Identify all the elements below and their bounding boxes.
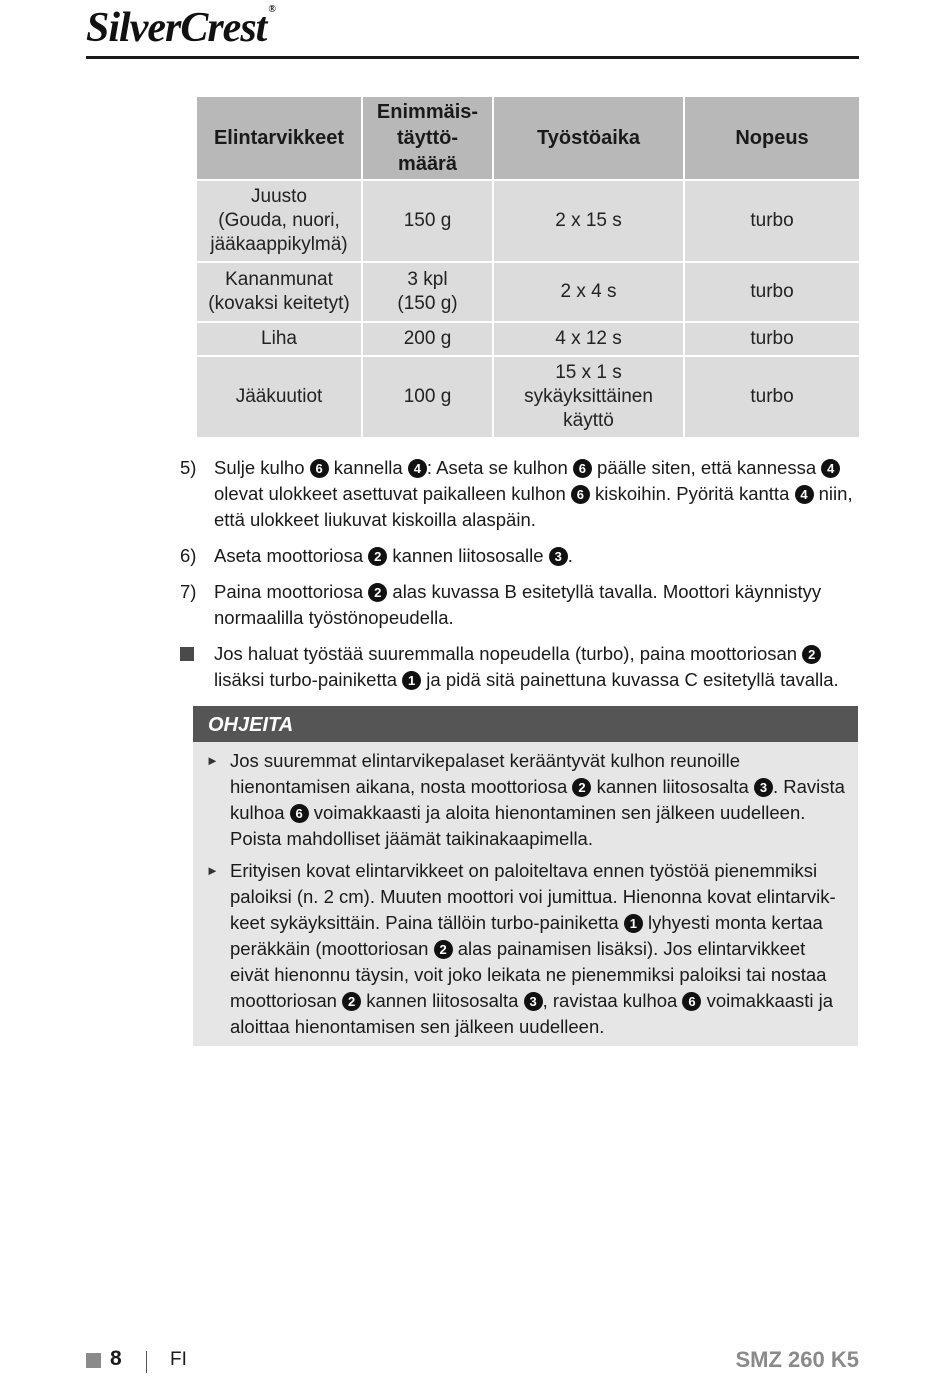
text-run: päälle siten, että kannessa bbox=[591, 457, 822, 478]
text-run: kannella bbox=[328, 457, 408, 478]
cell-line: (kovaksi keitetyt) bbox=[208, 293, 350, 314]
table-cell bbox=[684, 322, 860, 356]
cell-line: Työstöaika bbox=[537, 127, 640, 149]
language-code: FI bbox=[170, 1349, 187, 1370]
cell-line: täyttö- bbox=[396, 127, 459, 149]
brand-logo-text: SilverCrest bbox=[86, 5, 267, 51]
table-header-cell bbox=[493, 96, 684, 180]
part-number-icon: 4 bbox=[821, 459, 840, 478]
bullet-square-icon bbox=[180, 647, 194, 661]
text-run: voimakkaasti ja aloittaa hienontamisen sen jälkeen uudelleen. bbox=[230, 990, 834, 1037]
cell-line: 100 g bbox=[403, 386, 452, 407]
table-body bbox=[196, 180, 860, 438]
part-number-icon: 3 bbox=[524, 992, 543, 1011]
part-number-icon: 2 bbox=[802, 645, 821, 664]
model-number: SMZ 260 K5 bbox=[735, 1347, 859, 1372]
text-run: : Aseta se kulhon bbox=[426, 457, 573, 478]
header-divider bbox=[86, 56, 859, 59]
text-run: , ravistaa kulhoa bbox=[542, 990, 683, 1011]
part-number-icon: 6 bbox=[290, 804, 309, 823]
table-cell bbox=[493, 180, 684, 262]
text-run: Aseta moottoriosa bbox=[214, 545, 369, 566]
step-text bbox=[214, 643, 839, 690]
step-number: 7) bbox=[180, 581, 197, 602]
table-row bbox=[196, 356, 860, 438]
brand-logo bbox=[86, 4, 275, 52]
step-text bbox=[214, 457, 853, 530]
text-run: kiskoihin. Pyöritä kantta bbox=[589, 483, 795, 504]
text-run: Jos suuremmat elintarvikepalaset kerääntyvät kulhon reunoille hienontamisen aikana, nosta moottoriosa bbox=[230, 750, 741, 797]
cell-line: turbo bbox=[750, 328, 794, 349]
table-cell bbox=[362, 356, 493, 438]
notes-box bbox=[193, 706, 858, 1046]
instruction-step bbox=[180, 641, 860, 693]
table-row bbox=[196, 180, 860, 262]
table-cell bbox=[196, 180, 362, 262]
arrow-bullet-icon: ► bbox=[206, 753, 219, 768]
part-number-icon: 2 bbox=[368, 583, 387, 602]
cell-line: Jääkuutiot bbox=[235, 386, 323, 407]
table-cell bbox=[362, 322, 493, 356]
cell-line: turbo bbox=[750, 386, 794, 407]
notes-body bbox=[193, 742, 858, 1040]
part-number-icon: 1 bbox=[624, 914, 643, 933]
note-item bbox=[206, 858, 846, 1040]
table-cell bbox=[196, 262, 362, 322]
text-run: lyhyesti monta kertaa peräkkäin (moottoriosan bbox=[230, 912, 823, 959]
part-number-icon: 6 bbox=[682, 992, 701, 1011]
table-cell bbox=[196, 356, 362, 438]
footer-separator bbox=[146, 1351, 147, 1373]
cell-line: 15 x 1 s bbox=[555, 362, 622, 383]
text-run: Sulje kulho bbox=[214, 457, 310, 478]
page-number: 8 bbox=[110, 1347, 122, 1370]
step-number: 5) bbox=[180, 457, 197, 478]
step-text bbox=[214, 581, 821, 628]
cell-line: käyttö bbox=[563, 410, 614, 431]
footer-square bbox=[86, 1353, 101, 1368]
table-row bbox=[196, 262, 860, 322]
text-run: olevat ulokkeet asettuvat paikalleen kulhon bbox=[214, 483, 571, 504]
cell-line: Juusto bbox=[251, 186, 307, 207]
table-cell bbox=[493, 356, 684, 438]
note-extra-line: Poista mahdolliset jäämät taikinakaapimella. bbox=[230, 828, 593, 849]
arrow-bullet-icon: ► bbox=[206, 863, 219, 878]
step-number: 6) bbox=[180, 545, 197, 566]
part-number-icon: 2 bbox=[572, 778, 591, 797]
part-number-icon: 6 bbox=[573, 459, 592, 478]
text-run: Jos haluat työstää suuremmalla nopeudella (turbo), paina moottoriosan bbox=[214, 643, 803, 664]
text-run: kannen liitososalta bbox=[361, 990, 524, 1011]
text-run: alas kuvassa B esitetyllä tavalla. Moottori käynnistyy normaalilla työstönopeudella. bbox=[214, 581, 822, 628]
text-run: Paina moottoriosa bbox=[214, 581, 369, 602]
table-header-cell bbox=[684, 96, 860, 180]
registered-mark: ® bbox=[268, 4, 275, 15]
text-run: lisäksi turbo-painiketta bbox=[214, 669, 403, 690]
table-cell bbox=[362, 180, 493, 262]
cell-line: Kananmunat bbox=[225, 269, 333, 290]
text-run: kannen liitososalta bbox=[591, 776, 754, 797]
part-number-icon: 2 bbox=[342, 992, 361, 1011]
cell-line: turbo bbox=[750, 281, 794, 302]
table-header-cell bbox=[196, 96, 362, 180]
cell-line: 2 x 4 s bbox=[560, 281, 617, 302]
text-run: Erityisen kovat elintarvikkeet on paloiteltava ennen työstöä pienemmiksi paloiksi (n. 2 cm). Muuten moottori voi jumittua. Hienonna kovat elintarvikkeet sykäyksittäin. Paina tällöin turbo-painiketta bbox=[230, 860, 836, 933]
table-header-cell bbox=[362, 96, 493, 180]
cell-line: (150 g) bbox=[397, 293, 458, 314]
part-number-icon: 1 bbox=[402, 671, 421, 690]
table-cell bbox=[684, 356, 860, 438]
text-run: niin, että ulokkeet liukuvat kiskoilla alaspäin. bbox=[214, 483, 853, 530]
text-run: voimakkaasti ja aloita hienontaminen sen jälkeen uudelleen. bbox=[308, 802, 806, 823]
cell-line: Liha bbox=[261, 328, 297, 349]
cell-line: turbo bbox=[750, 210, 794, 231]
cell-line: sykäyksittäinen bbox=[524, 386, 653, 407]
part-number-icon: 4 bbox=[408, 459, 427, 478]
part-number-icon: 3 bbox=[549, 547, 568, 566]
table-cell bbox=[684, 262, 860, 322]
table-header-row bbox=[196, 96, 860, 180]
step-text bbox=[214, 545, 573, 566]
part-number-icon: 3 bbox=[754, 778, 773, 797]
text-run: . bbox=[567, 545, 573, 566]
cell-line: jääkaappikylmä) bbox=[210, 234, 348, 255]
cell-line: 2 x 15 s bbox=[555, 210, 622, 231]
cell-line: määrä bbox=[398, 153, 457, 175]
instruction-steps bbox=[180, 455, 860, 703]
note-text bbox=[230, 750, 845, 823]
part-number-icon: 6 bbox=[310, 459, 329, 478]
text-run: . Ravista kulhoa bbox=[230, 776, 845, 823]
part-number-icon: 6 bbox=[571, 485, 590, 504]
text-run: kannen liitososalle bbox=[387, 545, 549, 566]
cell-line: Elintarvikkeet bbox=[213, 127, 345, 149]
part-number-icon: 4 bbox=[795, 485, 814, 504]
instruction-step bbox=[180, 455, 860, 533]
cell-line: 3 kpl bbox=[407, 269, 448, 290]
notes-title: OHJEITA bbox=[193, 706, 858, 742]
note-text bbox=[230, 860, 836, 1037]
table-cell bbox=[196, 322, 362, 356]
cell-line: Nopeus bbox=[735, 127, 809, 149]
cell-line: 200 g bbox=[403, 328, 452, 349]
cell-line: Enimmäis- bbox=[376, 101, 479, 123]
note-item bbox=[206, 748, 846, 852]
table-cell bbox=[493, 262, 684, 322]
text-run: alas painamisen lisäksi). Jos elintarvikkeet eivät hienonnu täysin, voit joko leikata ne pienemmiksi paloiksi tai nostaa moottoriosan bbox=[230, 938, 827, 1011]
cell-line: (Gouda, nuori, bbox=[218, 210, 340, 231]
processing-table bbox=[195, 95, 861, 439]
cell-line: 150 g bbox=[403, 210, 452, 231]
part-number-icon: 2 bbox=[368, 547, 387, 566]
table-row bbox=[196, 322, 860, 356]
cell-line: 4 x 12 s bbox=[555, 328, 622, 349]
text-run: ja pidä sitä painettuna kuvassa C esitetyllä tavalla. bbox=[421, 669, 839, 690]
instruction-step bbox=[180, 579, 860, 631]
table-cell bbox=[362, 262, 493, 322]
page-header bbox=[86, 0, 859, 60]
instruction-step bbox=[180, 543, 860, 569]
table-cell bbox=[684, 180, 860, 262]
part-number-icon: 2 bbox=[434, 940, 453, 959]
table-cell bbox=[493, 322, 684, 356]
